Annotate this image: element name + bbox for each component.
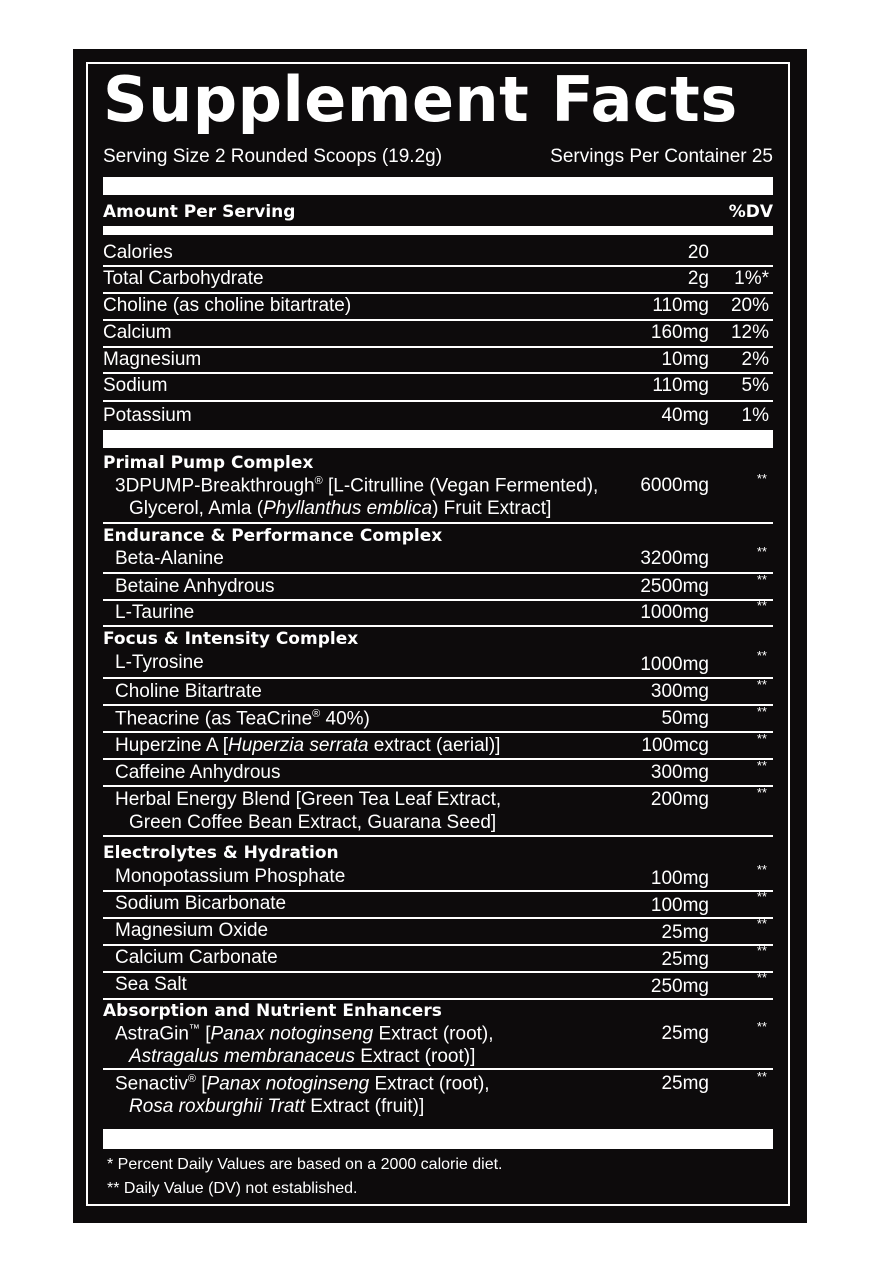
row-divider: [103, 731, 773, 733]
serving-info: [103, 146, 773, 168]
section-divider: [103, 835, 773, 837]
thick-bar-mid: [103, 430, 773, 448]
servings-per-container: Servings Per Container 25: [550, 146, 773, 167]
section-title-endurance: Endurance & Performance Complex: [103, 526, 443, 546]
row-divider: [103, 890, 773, 892]
row-divider: [103, 599, 773, 601]
row-divider: [103, 372, 773, 374]
section-title-electrolytes: Electrolytes & Hydration: [103, 843, 339, 863]
row-divider: [103, 265, 773, 267]
medium-bar: [103, 226, 773, 235]
section-divider: [103, 625, 773, 627]
row-divider: [103, 944, 773, 946]
row-divider: [103, 319, 773, 321]
row-divider: [103, 677, 773, 679]
section-title-focus: Focus & Intensity Complex: [103, 629, 359, 649]
row-divider: [103, 785, 773, 787]
amount-per-serving-label: Amount Per Serving: [103, 202, 296, 222]
thick-bar-top: [103, 177, 773, 195]
row-divider: [103, 1068, 773, 1070]
row-divider: [103, 917, 773, 919]
row-divider: [103, 292, 773, 294]
footnote-daily-values: * Percent Daily Values are based on a 2000 calorie diet.: [107, 1156, 503, 1173]
dv-label: %DV: [728, 202, 773, 222]
row-divider: [103, 758, 773, 760]
amount-header: [103, 202, 773, 222]
section-title-primal: Primal Pump Complex: [103, 453, 314, 473]
row-divider: [103, 346, 773, 348]
row-divider: [103, 572, 773, 574]
section-divider: [103, 522, 773, 524]
footnote-dv-not-established: ** Daily Value (DV) not established.: [107, 1180, 358, 1197]
label-title: Supplement Facts: [103, 63, 738, 136]
section-title-absorption: Absorption and Nutrient Enhancers: [103, 1001, 442, 1021]
row-divider: [103, 400, 773, 402]
row-divider: [103, 704, 773, 706]
row-divider: [103, 971, 773, 973]
thick-bar-bottom: [103, 1129, 773, 1149]
serving-size: Serving Size 2 Rounded Scoops (19.2g): [103, 146, 443, 167]
supplement-facts-panel: Supplement Facts Serving Size 2 Rounded Scoops (19.2g) Servings Per Container 25 Amount Per Serving %DV Calories 20 Total Carbohydrate 2g 1%* Choline (as choline bitartrate) 110mg 20% Calcium 160mg 12% Magnesium 10mg 2% Sodium 110mg 5% Potassium 40mg 1% Primal Pump Complex 3DPUMP-Breakthrough® [L-Citrulline (Vegan Fermented), Glycerol, Amla (Phyllanthus emblica) Fruit Extract] 6000mg ** Endurance & Performance Complex Beta-Alanine 3200mg ** Betaine Anhydrous 2500mg ** L-Taurine 1000mg ** Focus & Intensity Complex L-Tyrosine 1000mg ** Choline Bitartrate 300mg ** Theacrine (as TeaCrine® 40%) 50mg ** Huperzine A [Huperzia serrata extract (aerial)] 100mcg ** Caffeine Anhydrous 300mg ** Herbal Energy Blend [Green Tea Leaf Extract, Green Coffee Bean Extract, Guarana Seed] 200mg ** Electrolytes & Hydration Monopotassium Phosphate 100mg ** Sodium Bicarbonate 100mg ** Magnesium Oxide 25mg ** Calcium Carbonate 25mg ** Sea Salt 250mg ** Absorption and Nutrient Enhancers AstraGin™ [Panax notoginseng Extract (root), Astragalus membranaceus Extract (root)] 25mg ** Senactiv® [Panax notoginseng Extract (root), Rosa roxburghii Tratt Extract (fruit)] 25mg ** * Percent Daily Values are based on a 2000 calorie diet. ** Daily Value (DV) not established.: [73, 49, 807, 1223]
section-divider: [103, 998, 773, 1000]
